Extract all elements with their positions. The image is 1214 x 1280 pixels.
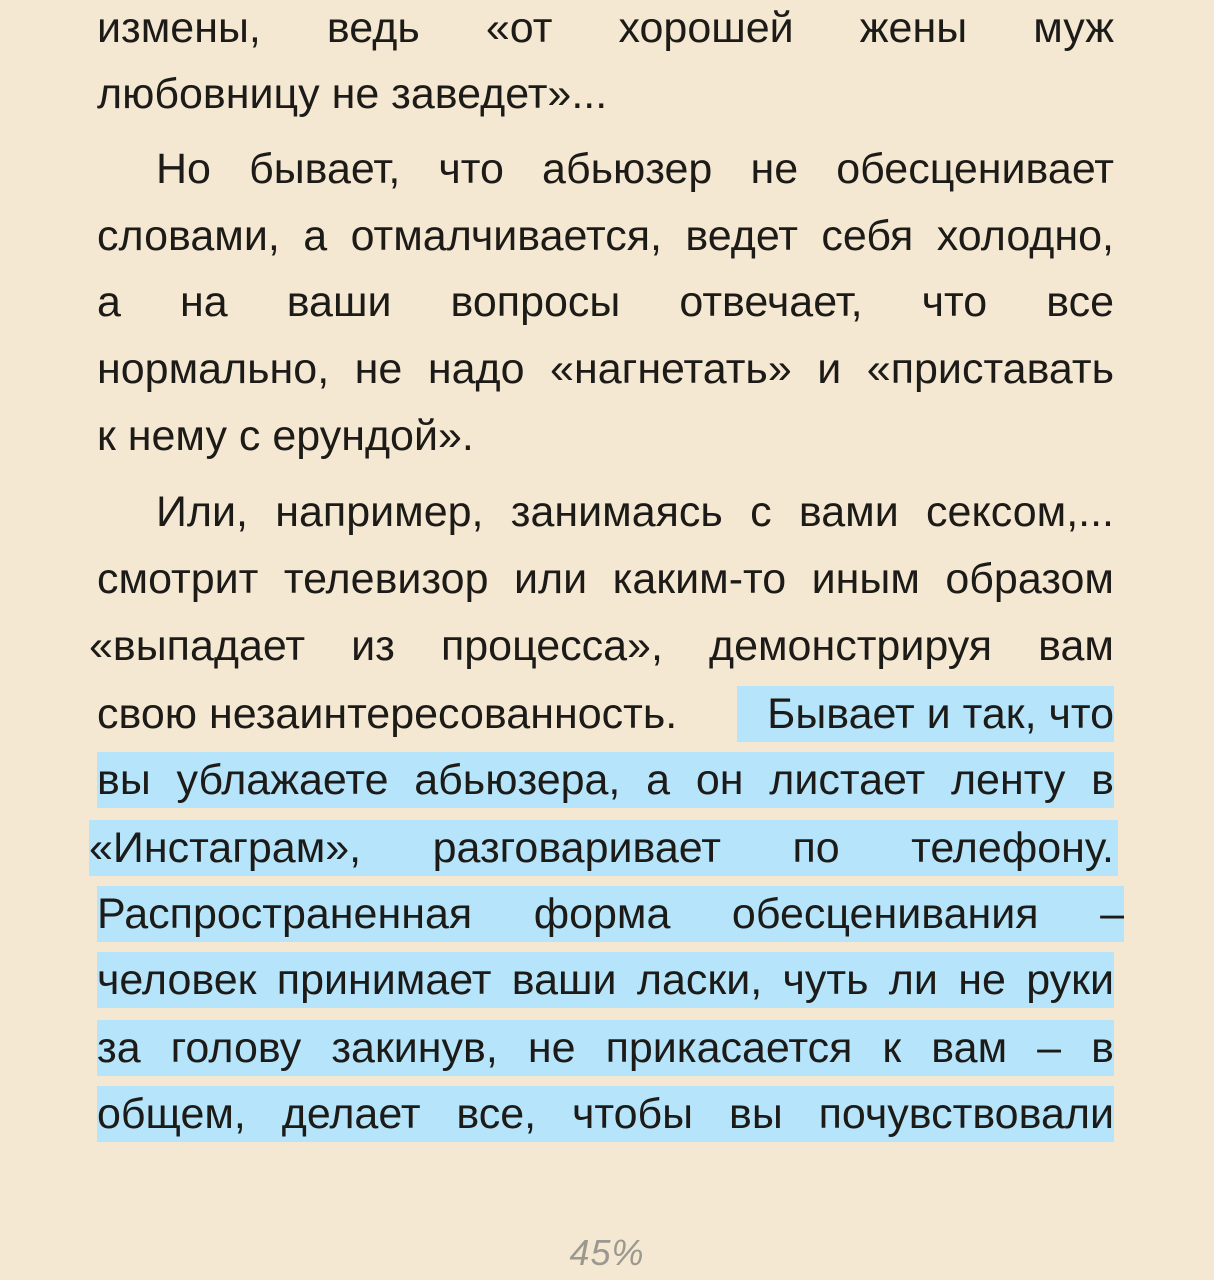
text-line: Но бывает, что абьюзер не обесценивает [156, 145, 1114, 193]
text-line: любовницу не заведет»... [97, 70, 608, 118]
highlighted-text-line[interactable]: вы ублажаете абьюзера, а он листает ленту в [97, 756, 1114, 804]
text-line: словами, а отмалчивается, ведет себя холодно, [97, 212, 1114, 260]
text-line: «выпадает из процесса», демонстрируя вам [89, 622, 1114, 670]
text-line: нормально, не надо «нагнетать» и «приставать [97, 345, 1114, 393]
highlighted-text-line[interactable]: «Инстаграм», разговаривает по телефону. [89, 824, 1114, 872]
reading-progress: 45% [569, 1232, 645, 1273]
highlighted-text-line[interactable]: человек принимает ваши ласки, чуть ли не руки [97, 956, 1114, 1004]
text-line: Или, например, занимаясь с вами сексом,... [156, 488, 1114, 536]
highlighted-text-line[interactable]: общем, делает все, чтобы вы почувствовали [97, 1090, 1114, 1138]
text-line: а на ваши вопросы отвечает, что все [97, 278, 1114, 326]
text-segment: свою незаинтересованность. [97, 690, 678, 738]
text-line: к нему с ерундой». [97, 412, 474, 460]
highlighted-text-line[interactable]: Распространенная форма обесценивания – [97, 890, 1124, 938]
text-line: измены, ведь «от хорошей жены муж [97, 4, 1114, 52]
text-line: смотрит телевизор или каким-то иным образом [97, 555, 1114, 603]
text-line [97, 686, 1114, 742]
highlighted-text-line[interactable]: за голову закинув, не прикасается к вам – в [97, 1024, 1114, 1072]
highlighted-text[interactable]: Бывает и так, что [767, 690, 1114, 738]
